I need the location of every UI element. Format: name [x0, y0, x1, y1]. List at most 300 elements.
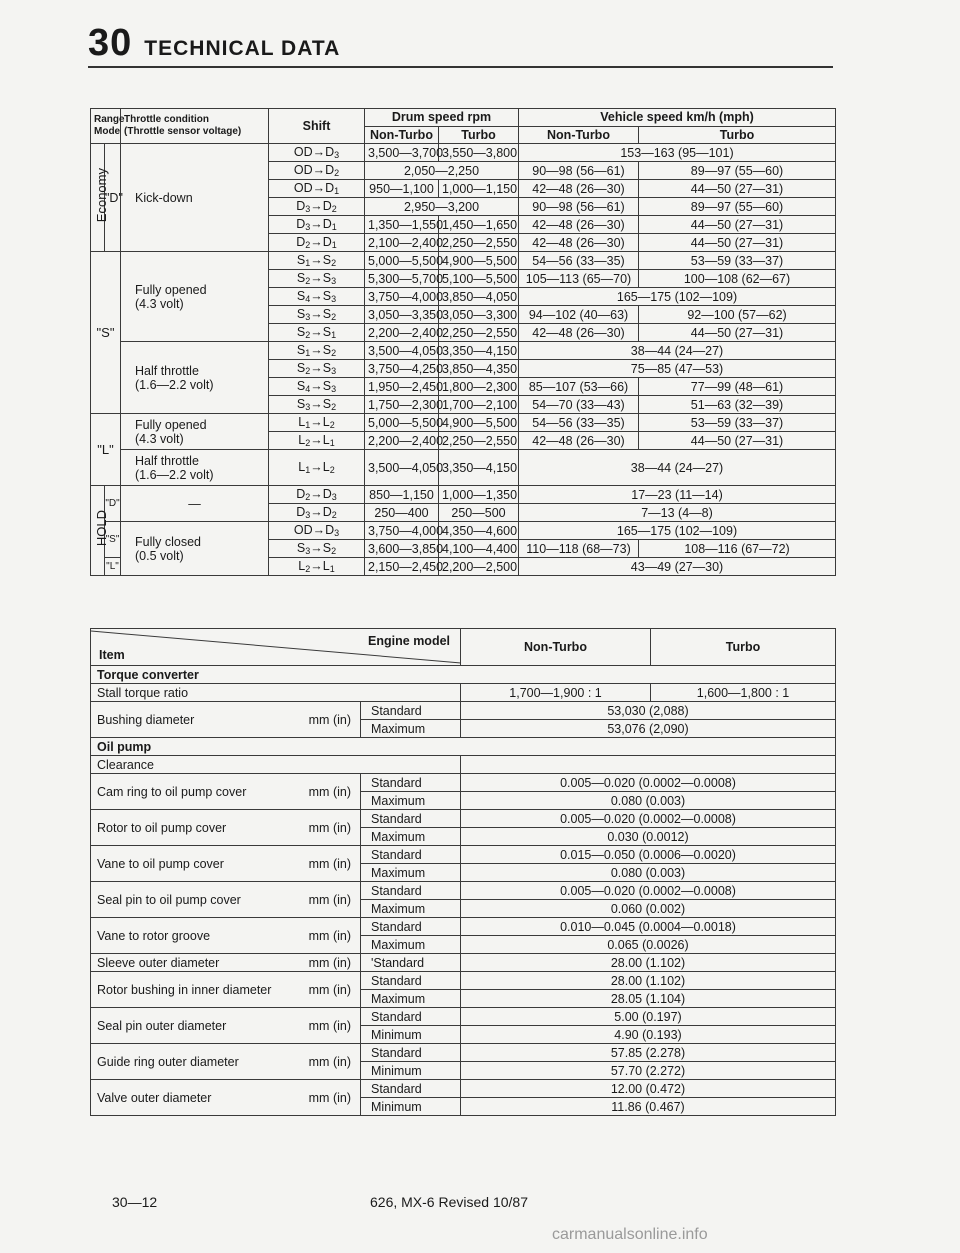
engine-model-header-label: Engine model	[368, 634, 450, 648]
vehicle-speed-header: Vehicle speed km/h (mph)	[519, 109, 836, 127]
vehicle-speed-turbo: 44—50 (27—31)	[639, 216, 836, 234]
vehicle-speed-non-turbo: 94—102 (40—63)	[519, 306, 639, 324]
shift-gear: →S	[310, 307, 332, 321]
clearance-item-value-1: 0.010—0.045 (0.0004—0.0018)	[461, 918, 836, 936]
clearance-item-limit-2: Maximum	[361, 792, 461, 810]
drum-speed-non-turbo: 5,000—5,500	[365, 252, 439, 270]
shift-cell	[269, 522, 365, 540]
clearance-item-name: Cam ring to oil pump cover	[97, 784, 247, 799]
vehicle-speed-turbo: 53—59 (33—37)	[639, 414, 836, 432]
shift-gear-sub: 3	[331, 366, 337, 376]
shift-row	[91, 450, 836, 486]
vehicle-speed-non-turbo: 110—118 (68—73)	[519, 540, 639, 558]
shift-cell	[269, 486, 365, 504]
clearance-subsection: Clearance	[91, 756, 461, 774]
shift-gear-sub: 1	[334, 186, 340, 196]
l-mode: "L"	[91, 414, 121, 486]
bushing-diameter-value-1: 53,030 (2,088)	[461, 702, 836, 720]
shift-gear-sub: 2	[334, 168, 340, 178]
shift-gear-sub: 2	[331, 348, 337, 358]
shift-gear-sub: 2	[331, 204, 337, 214]
shift-gear: →S	[310, 253, 332, 267]
drum-speed-non-turbo: 250—400	[365, 504, 439, 522]
drum-speed-both: 2,050—2,250	[365, 162, 519, 180]
drum-speed-non-turbo: 2,150—2,450	[365, 558, 439, 576]
shift-gear-sub: 1	[331, 240, 337, 250]
chapter-number: 30	[88, 22, 133, 64]
shift-gear: D	[296, 199, 306, 213]
spec-row	[91, 810, 836, 828]
shift-row	[91, 144, 836, 162]
shift-gear: →D	[310, 217, 332, 231]
item-header-label: Item	[99, 648, 125, 662]
drum-speed-non-turbo: 3,750—4,000	[365, 522, 439, 540]
drum-speed-turbo: 3,850—4,050	[439, 288, 519, 306]
hold-fully-closed-condition	[121, 522, 269, 576]
clearance-item-unit: mm (in)	[308, 820, 351, 835]
s-mode: "S"	[91, 252, 121, 414]
shift-gear: L	[298, 433, 306, 447]
drum-non-turbo-header: Non-Turbo	[365, 126, 439, 144]
diameter-item-limit-2: Maximum	[361, 990, 461, 1008]
shift-gear-sub: 2	[305, 366, 311, 376]
vehicle-speed-non-turbo: 54—70 (33—43)	[519, 396, 639, 414]
shift-cell	[269, 234, 365, 252]
shift-gear: →D	[310, 505, 332, 519]
drum-speed-turbo: 1,000—1,350	[439, 486, 519, 504]
hold-s-mode: "S"	[105, 522, 121, 558]
diameter-item-limit-1: Standard	[361, 1080, 461, 1098]
vehicle-speed-turbo: 53—59 (33—37)	[639, 252, 836, 270]
shift-gear: S	[296, 343, 306, 357]
shift-gear: →S	[310, 361, 332, 375]
shift-cell	[269, 540, 365, 558]
clearance-item-label	[91, 810, 361, 846]
shift-header: Shift	[269, 109, 365, 144]
diameter-item-value-2: 28.05 (1.104)	[461, 990, 836, 1008]
clearance-item-limit-1: Standard	[361, 882, 461, 900]
vehicle-speed-both: 38—44 (24—27)	[519, 342, 836, 360]
shift-gear-sub: 3	[305, 222, 311, 232]
diameter-item-unit: mm (in)	[308, 1018, 351, 1033]
s-half-throttle-condition-line: (1.6—2.2 volt)	[135, 377, 214, 392]
vehicle-speed-turbo: 100—108 (62—67)	[639, 270, 836, 288]
diameter-item-label-wrap	[97, 1018, 357, 1034]
shift-gear-sub: 1	[331, 222, 337, 232]
clearance-item-label-wrap	[97, 892, 357, 908]
diameter-item-limit-2: Minimum	[361, 1098, 461, 1116]
diameter-item-unit: mm (in)	[308, 1090, 351, 1105]
s-half-throttle-condition	[121, 342, 269, 414]
shift-gear: OD→D	[293, 163, 335, 177]
bushing-diameter-unit: mm (in)	[308, 712, 351, 727]
drum-speed-turbo: 2,250—2,550	[439, 324, 519, 342]
shift-gear-sub: 2	[305, 330, 311, 340]
shift-gear-sub: 2	[305, 276, 311, 286]
drum-speed-turbo: 3,350—4,150	[439, 342, 519, 360]
clearance-item-label	[91, 918, 361, 954]
shift-cell	[269, 252, 365, 270]
shift-row	[91, 342, 836, 360]
shift-gear: D	[296, 487, 306, 501]
spec-row	[91, 756, 836, 774]
drum-speed-non-turbo: 5,300—5,700	[365, 270, 439, 288]
shift-gear-sub: 2	[305, 564, 311, 574]
shift-gear-sub: 1	[305, 465, 311, 475]
shift-gear-sub: 2	[305, 438, 311, 448]
spec-row	[91, 1080, 836, 1098]
vehicle-speed-non-turbo: 54—56 (33—35)	[519, 414, 639, 432]
shift-gear-sub: 2	[331, 258, 337, 268]
shift-cell	[269, 162, 365, 180]
shift-cell	[269, 288, 365, 306]
shift-row	[91, 486, 836, 504]
drum-speed-non-turbo: 3,050—3,350	[365, 306, 439, 324]
drum-speed-turbo: 1,000—1,150	[439, 180, 519, 198]
sleeve-outer-diameter-label	[91, 954, 361, 972]
spec-row	[91, 954, 836, 972]
clearance-item-value-2: 0.080 (0.003)	[461, 792, 836, 810]
diameter-item-value-1: 57.85 (2.278)	[461, 1044, 836, 1062]
shift-cell	[269, 216, 365, 234]
diameter-item-name: Rotor bushing in inner diameter	[97, 982, 272, 997]
shift-cell	[269, 558, 365, 576]
shift-cell	[269, 306, 365, 324]
drum-speed-turbo: 3,050—3,300	[439, 306, 519, 324]
vehicle-speed-turbo: 89—97 (55—60)	[639, 162, 836, 180]
drum-speed-turbo: 3,350—4,150	[439, 450, 519, 486]
shift-gear-sub: 2	[329, 465, 335, 475]
range-mode-header	[91, 109, 125, 144]
shift-gear-sub: 4	[305, 384, 311, 394]
s-fully-opened-condition	[121, 252, 269, 342]
vehicle-speed-both: 165—175 (102—109)	[519, 522, 836, 540]
page-number: 30—12	[112, 1194, 158, 1210]
turbo-header: Turbo	[651, 629, 836, 666]
economy-mode	[91, 144, 109, 252]
shift-gear: S	[296, 541, 306, 555]
range-header-label: Range	[94, 114, 125, 125]
vehicle-speed-both: 165—175 (102—109)	[519, 288, 836, 306]
bushing-diameter-label-wrap	[97, 712, 357, 728]
shift-gear: →S	[310, 397, 332, 411]
throttle-condition-header	[121, 109, 269, 144]
watermark: carmanualsonline.info	[552, 1226, 708, 1243]
clearance-item-unit: mm (in)	[308, 928, 351, 943]
clearance-item-label	[91, 846, 361, 882]
shift-gear-sub: 1	[305, 258, 311, 268]
diameter-item-value-1: 28.00 (1.102)	[461, 972, 836, 990]
vehicle-speed-non-turbo: 42—48 (26—30)	[519, 234, 639, 252]
item-engine-header	[91, 629, 461, 666]
l-half-throttle-condition-line: Half throttle	[135, 453, 199, 468]
drum-speed-turbo: 5,100—5,500	[439, 270, 519, 288]
vehicle-speed-non-turbo: 90—98 (56—61)	[519, 162, 639, 180]
shift-gear-sub: 1	[305, 420, 311, 430]
shift-cell	[269, 270, 365, 288]
shift-row	[91, 414, 836, 432]
sleeve-outer-diameter-name: Sleeve outer diameter	[97, 955, 220, 970]
diameter-item-name: Seal pin outer diameter	[97, 1018, 227, 1033]
torque-converter-section: Torque converter	[91, 666, 836, 684]
shift-cell	[269, 180, 365, 198]
drum-speed-non-turbo: 5,000—5,500	[365, 414, 439, 432]
drum-speed-non-turbo: 3,750—4,250	[365, 360, 439, 378]
drum-speed-turbo: 1,800—2,300	[439, 378, 519, 396]
diameter-item-label	[91, 1044, 361, 1080]
drum-speed-non-turbo: 2,100—2,400	[365, 234, 439, 252]
shift-gear-sub: 2	[331, 312, 337, 322]
s-fully-opened-condition-line: Fully opened	[135, 282, 207, 297]
spec-row	[91, 972, 836, 990]
throttle-condition-label: Throttle condition	[124, 114, 209, 125]
shift-cell	[269, 432, 365, 450]
clearance-item-label	[91, 774, 361, 810]
shift-gear-sub: 2	[331, 510, 337, 520]
drum-speed-non-turbo: 1,950—2,450	[365, 378, 439, 396]
clearance-item-value-1: 0.005—0.020 (0.0002—0.0008)	[461, 810, 836, 828]
clearance-item-limit-2: Maximum	[361, 900, 461, 918]
diameter-item-value-2: 4.90 (0.193)	[461, 1026, 836, 1044]
diameter-item-value-2: 57.70 (2.272)	[461, 1062, 836, 1080]
shift-gear-sub: 2	[331, 402, 337, 412]
s-half-throttle-condition-line: Half throttle	[135, 363, 199, 378]
drum-speed-non-turbo: 2,200—2,400	[365, 324, 439, 342]
l-half-throttle-condition-line: (1.6—2.2 volt)	[135, 467, 214, 482]
shift-cell	[269, 504, 365, 522]
clearance-item-unit: mm (in)	[308, 892, 351, 907]
clearance-item-name: Vane to rotor groove	[97, 928, 211, 943]
shift-gear-sub: 3	[334, 528, 340, 538]
clearance-item-name: Rotor to oil pump cover	[97, 820, 227, 835]
clearance-item-label-wrap	[97, 784, 357, 800]
spec-row	[91, 702, 836, 720]
spec-row	[91, 1044, 836, 1062]
shift-gear: →D	[310, 487, 332, 501]
shift-gear: S	[296, 289, 306, 303]
shift-cell	[269, 378, 365, 396]
drum-speed-turbo: 4,350—4,600	[439, 522, 519, 540]
diameter-item-limit-2: Minimum	[361, 1062, 461, 1080]
shift-gear: →S	[310, 289, 332, 303]
shift-cell	[269, 198, 365, 216]
sleeve-outer-diameter-unit: mm (in)	[308, 955, 351, 970]
stall-torque-ratio-label: Stall torque ratio	[91, 684, 461, 702]
diameter-item-label	[91, 972, 361, 1008]
clearance-item-limit-2: Maximum	[361, 864, 461, 882]
shift-gear-sub: 3	[305, 510, 311, 520]
hold-mode-label: HOLD	[94, 510, 109, 547]
drum-speed-non-turbo: 850—1,150	[365, 486, 439, 504]
vehicle-speed-turbo: 92—100 (57—62)	[639, 306, 836, 324]
vehicle-speed-turbo: 44—50 (27—31)	[639, 180, 836, 198]
shift-gear: S	[296, 397, 306, 411]
bushing-diameter-label	[91, 702, 361, 738]
clearance-item-value-2: 0.065 (0.0026)	[461, 936, 836, 954]
torque-converter-oil-pump-table	[90, 628, 836, 1116]
vehicle-speed-both: 43—49 (27—30)	[519, 558, 836, 576]
vehicle-speed-non-turbo: 90—98 (56—61)	[519, 198, 639, 216]
sleeve-outer-diameter-limit-1: 'Standard	[361, 954, 461, 972]
shift-gear: OD→D	[293, 145, 335, 159]
shift-gear: →L	[310, 559, 330, 573]
diameter-item-label-wrap	[97, 1054, 357, 1070]
shift-gear: D	[296, 217, 306, 231]
vehicle-speed-non-turbo: 42—48 (26—30)	[519, 180, 639, 198]
diameter-item-name: Valve outer diameter	[97, 1090, 212, 1105]
hold-d-condition: —	[121, 486, 269, 522]
bushing-diameter-limit-1: Standard	[361, 702, 461, 720]
shift-gear-sub: 4	[305, 294, 311, 304]
shift-gear: OD→D	[293, 181, 335, 195]
drum-speed-non-turbo: 2,200—2,400	[365, 432, 439, 450]
vehicle-speed-turbo: 108—116 (67—72)	[639, 540, 836, 558]
drum-speed-turbo: 3,550—3,800	[439, 144, 519, 162]
shift-gear: S	[296, 361, 306, 375]
vehicle-speed-non-turbo: 42—48 (26—30)	[519, 432, 639, 450]
chapter-title: TECHNICAL DATA	[144, 37, 341, 60]
spec-row	[91, 666, 836, 684]
l-half-throttle-condition	[121, 450, 269, 486]
shift-point-table	[90, 108, 836, 576]
shift-gear: D	[296, 505, 306, 519]
diameter-item-unit: mm (in)	[308, 1054, 351, 1069]
clearance-item-limit-1: Standard	[361, 918, 461, 936]
diameter-item-name: Guide ring outer diameter	[97, 1054, 239, 1069]
vehicle-speed-non-turbo: 85—107 (53—66)	[519, 378, 639, 396]
clearance-item-limit-2: Maximum	[361, 936, 461, 954]
non-turbo-header: Non-Turbo	[461, 629, 651, 666]
stall-torque-non-turbo: 1,700—1,900 : 1	[461, 684, 651, 702]
kickdown-condition	[121, 144, 269, 252]
hold-mode	[91, 486, 109, 576]
vehicle-speed-non-turbo: 42—48 (26—30)	[519, 324, 639, 342]
sleeve-outer-diameter-value-1: 28.00 (1.102)	[461, 954, 836, 972]
clearance-item-label-wrap	[97, 856, 357, 872]
diameter-item-value-1: 5.00 (0.197)	[461, 1008, 836, 1026]
drum-speed-turbo: 3,850—4,350	[439, 360, 519, 378]
shift-gear: →L	[310, 460, 330, 474]
vehicle-speed-turbo: 51—63 (32—39)	[639, 396, 836, 414]
shift-cell	[269, 324, 365, 342]
clearance-item-limit-2: Maximum	[361, 828, 461, 846]
shift-gear: S	[296, 271, 306, 285]
vehicle-speed-both: 75—85 (47—53)	[519, 360, 836, 378]
clearance-item-value-1: 0.015—0.050 (0.0006—0.0020)	[461, 846, 836, 864]
l-fully-opened-condition-line: (4.3 volt)	[135, 431, 184, 446]
drum-speed-non-turbo: 3,750—4,000	[365, 288, 439, 306]
spec-row	[91, 846, 836, 864]
shift-gear: S	[296, 307, 306, 321]
clearance-item-limit-1: Standard	[361, 846, 461, 864]
drum-speed-non-turbo: 1,750—2,300	[365, 396, 439, 414]
vehicle-turbo-header: Turbo	[639, 126, 836, 144]
spec-row	[91, 882, 836, 900]
shift-gear-sub: 3	[334, 150, 340, 160]
shift-gear-sub: 2	[305, 240, 311, 250]
shift-cell	[269, 414, 365, 432]
diameter-item-label	[91, 1008, 361, 1044]
vehicle-speed-turbo: 77—99 (48—61)	[639, 378, 836, 396]
page-header	[88, 22, 340, 65]
shift-cell	[269, 450, 365, 486]
shift-gear-sub: 2	[305, 492, 311, 502]
shift-cell	[269, 144, 365, 162]
shift-gear: L	[298, 460, 306, 474]
shift-gear: →S	[310, 541, 332, 555]
shift-gear: OD→D	[293, 523, 335, 537]
kickdown-condition-line: Kick-down	[135, 190, 193, 205]
clearance-item-label	[91, 882, 361, 918]
vehicle-speed-non-turbo: 42—48 (26—30)	[519, 216, 639, 234]
drum-speed-header: Drum speed rpm	[365, 109, 519, 127]
vehicle-speed-non-turbo: 105—113 (65—70)	[519, 270, 639, 288]
clearance-empty	[461, 756, 836, 774]
drum-speed-turbo: 1,700—2,100	[439, 396, 519, 414]
clearance-item-name: Vane to oil pump cover	[97, 856, 224, 871]
shift-gear-sub: 3	[305, 204, 311, 214]
drum-speed-turbo: 4,900—5,500	[439, 414, 519, 432]
diameter-item-limit-2: Minimum	[361, 1026, 461, 1044]
shift-gear: →L	[310, 433, 330, 447]
shift-gear-sub: 1	[329, 438, 335, 448]
shift-cell	[269, 396, 365, 414]
mode-header-label: Mode	[94, 126, 121, 137]
clearance-item-unit: mm (in)	[308, 784, 351, 799]
vehicle-speed-both: 17—23 (11—14)	[519, 486, 836, 504]
spec-row	[91, 738, 836, 756]
hold-d-mode: "D"	[105, 486, 121, 522]
vehicle-speed-turbo: 44—50 (27—31)	[639, 324, 836, 342]
clearance-item-value-1: 0.005—0.020 (0.0002—0.0008)	[461, 774, 836, 792]
shift-gear-sub: 1	[329, 564, 335, 574]
spec-row	[91, 918, 836, 936]
clearance-item-label-wrap	[97, 928, 357, 944]
drum-speed-both: 2,950—3,200	[365, 198, 519, 216]
clearance-item-value-1: 0.005—0.020 (0.0002—0.0008)	[461, 882, 836, 900]
shift-gear-sub: 2	[329, 420, 335, 430]
sleeve-outer-diameter-label-wrap	[97, 955, 357, 971]
drum-speed-turbo: 2,200—2,500	[439, 558, 519, 576]
drum-speed-turbo: 2,250—2,550	[439, 432, 519, 450]
shift-gear-sub: 3	[331, 384, 337, 394]
spec-row	[91, 684, 836, 702]
diameter-item-label-wrap	[97, 982, 357, 998]
shift-cell	[269, 360, 365, 378]
bushing-diameter-limit-2: Maximum	[361, 720, 461, 738]
drum-speed-non-turbo: 3,500—4,050	[365, 342, 439, 360]
clearance-item-limit-1: Standard	[361, 810, 461, 828]
shift-gear: D	[296, 235, 306, 249]
l-fully-opened-condition	[121, 414, 269, 450]
vehicle-speed-turbo: 89—97 (55—60)	[639, 198, 836, 216]
shift-gear-sub: 1	[305, 348, 311, 358]
drum-speed-non-turbo: 3,500—4,050	[365, 450, 439, 486]
diameter-item-limit-1: Standard	[361, 1008, 461, 1026]
hold-fully-closed-condition-line: (0.5 volt)	[135, 548, 184, 563]
l-fully-opened-condition-line: Fully opened	[135, 417, 207, 432]
diameter-item-label-wrap	[97, 1090, 357, 1106]
oil-pump-section: Oil pump	[91, 738, 836, 756]
spec-row	[91, 774, 836, 792]
shift-gear-sub: 3	[305, 312, 311, 322]
shift-gear: →D	[310, 235, 332, 249]
diameter-item-unit: mm (in)	[308, 982, 351, 997]
shift-gear: L	[298, 415, 306, 429]
drum-speed-non-turbo: 1,350—1,550	[365, 216, 439, 234]
drum-speed-turbo: 2,250—2,550	[439, 234, 519, 252]
drum-speed-turbo: 4,100—4,400	[439, 540, 519, 558]
